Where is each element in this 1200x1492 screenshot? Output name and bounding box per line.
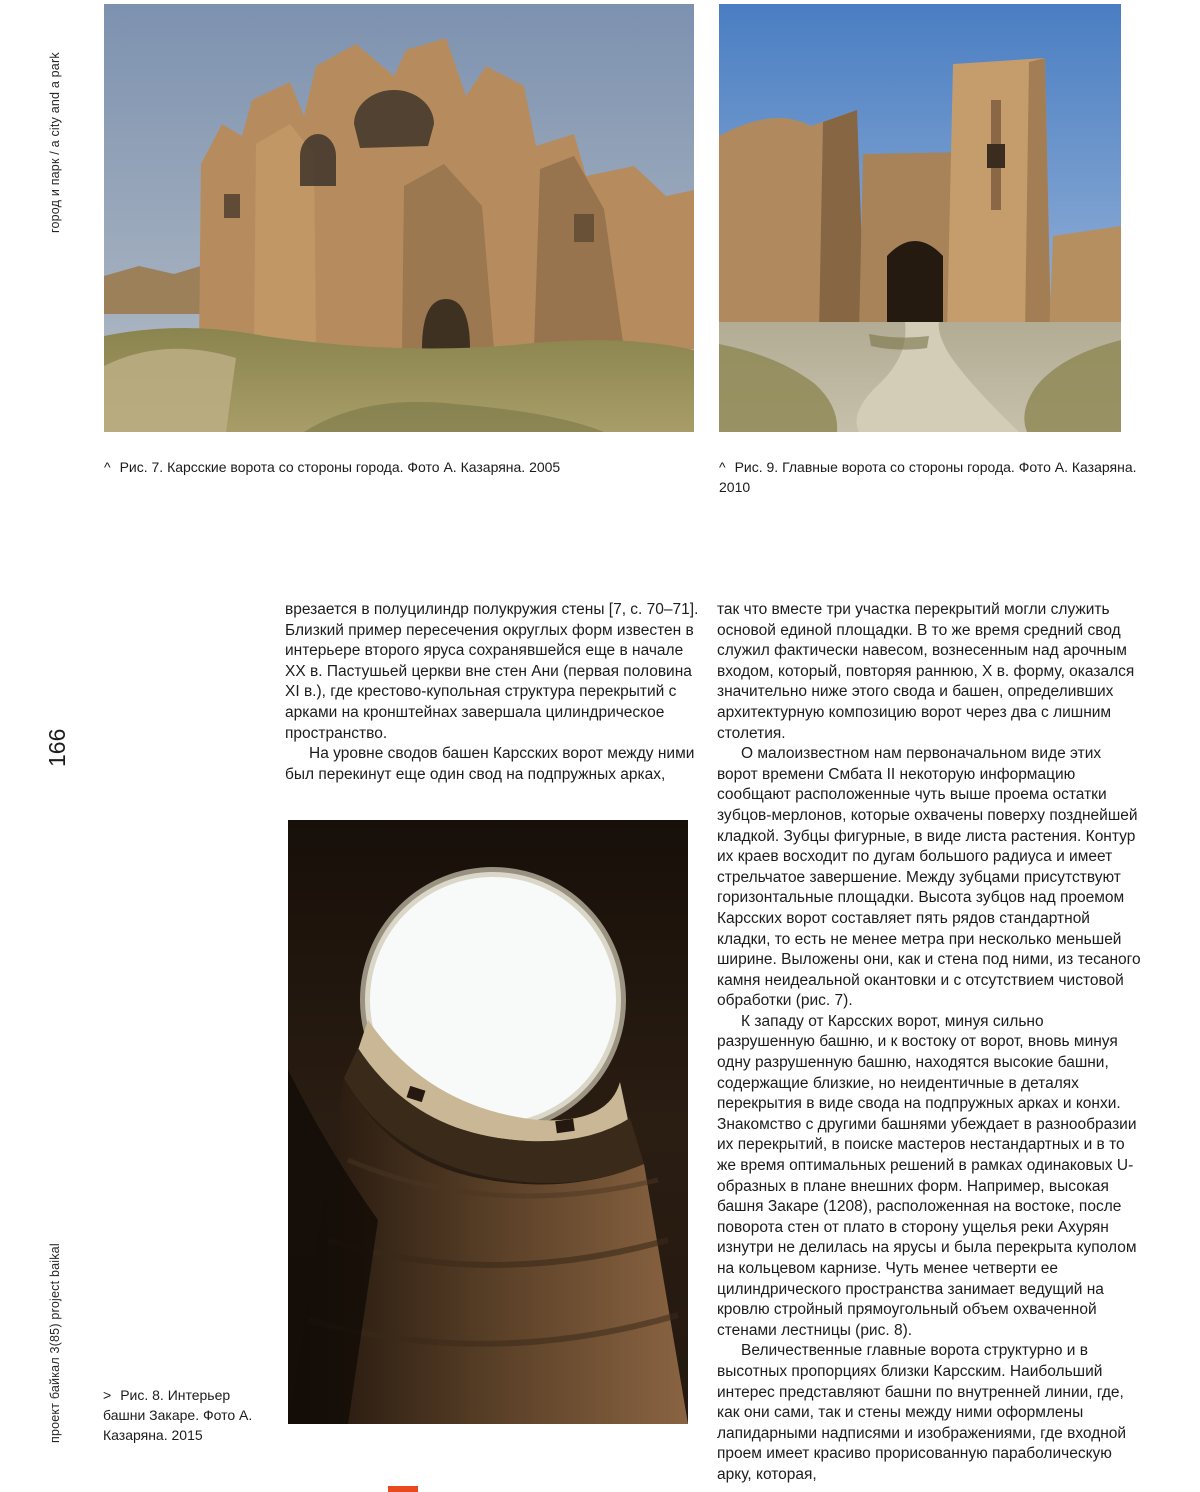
figure-7-caption-text: Рис. 7. Карсские ворота со стороны города. Фото А. Казаряна. 2005 [119, 459, 561, 475]
paragraph: О малоизвестном нам первоначальном виде этих ворот времени Смбата II некоторую информацию сообщают расположенные чуть выше проема остатки зубцов-мерлонов, которые охвачены поверху позднейшей кладкой. Зубцы фигурные, в виде листа растения. Контур их краев восходит по дугам большого радиуса и имеет стрельчатое завершение. Между зубцами присутствуют горизонтальные площадки. Высота зубцов над проемом Карсских ворот составляет пять рядов стандартной кладки, то есть не менее метра при несколько меньшей ширине. Выложены они, как и стена под ними, из тесаного камня неидеальной окантовки и с отсутствием чистовой обработки (рис. 7). [717, 745, 1141, 1010]
margin-journal-label: проект байкал 3(85) project baikal [48, 1243, 62, 1443]
article-column-right [717, 600, 1144, 1486]
tower-interior-illustration [288, 820, 688, 1424]
figure-9-caption [719, 457, 1139, 497]
figure-8-caption [103, 1385, 271, 1445]
page-number: 166 [44, 728, 70, 767]
gate-illustration [719, 4, 1121, 432]
caption-marker-up: ^ [104, 459, 111, 475]
footer-accent-mark [388, 1486, 418, 1492]
paragraph: Величественные главные ворота структурно и в высотных пропорциях близки Карсским. Наибольший интерес представляют башни по внутренней линии, где, как они сами, так и стены между ними оформлены лапидарными надписями и изображениями, где входной проем имеет красиво прорисованную параболическую арку, которая, [717, 1342, 1127, 1483]
figure-8-photo [288, 820, 688, 1424]
figure-7-photo [104, 4, 694, 432]
figure-9-photo [719, 4, 1121, 432]
paragraph: врезается в полуцилиндр полукружия стены [7, с. 70–71]. Близкий пример пересечения округлых форм известен в интерьере второго яруса сохранявшейся еще в начале XX в. Пастушьей церкви вне стен Ани (первая половина XI в.), где крестово-купольная структура перекрытий с арками на кронштейнах завершала цилиндрическое пространство. [285, 601, 699, 742]
figure-7-caption [104, 457, 684, 477]
figure-8-caption-text: Рис. 8. Интерьер башни Закаре. Фото А. Казаряна. 2015 [103, 1387, 253, 1443]
caption-marker-right: > [103, 1387, 112, 1403]
margin-section-label: город и парк / a city and a park [48, 52, 62, 233]
paragraph: На уровне сводов башен Карсских ворот между ними был перекинут еще один свод на подпружных арках, [285, 745, 695, 783]
article-column-left [285, 600, 699, 785]
paragraph: К западу от Карсских ворот, минуя сильно разрушенную башню, и к востоку от ворот, вновь минуя одну разрушенную башню, находятся высокие башни, содержащие близкие, но неидентичные в деталях перекрытия в виде свода на подпружных арках и конхи. Знакомство с другими башнями убеждает в разнообразии их перекрытий, в поиске мастеров нестандартных и в то же время оптимальных решений в рамках одинаковых U-образных в плане внешних форм. Например, высокая башня Закаре (1208), расположенная на востоке, после поворота стен от плато в сторону ущелья реки Ахурян изнутри не делилась на ярусы и была перекрыта куполом на кольцевом карнизе. Чуть менее четверти ее цилиндрического пространства занимает ведущий на кровлю стройный прямоугольный объем охваченной стенами лестницы (рис. 8). [717, 1012, 1137, 1339]
paragraph: так что вместе три участка перекрытий могли служить основой единой площадки. В то же время средний свод служил фактически навесом, вознесенным над арочным входом, который, повторяя раннюю, X в. форму, оказался значительно ниже этого свода и башен, определивших архитектурную композицию ворот через два с лишним столетия. [717, 601, 1135, 742]
figure-9-caption-text: Рис. 9. Главные ворота со стороны города. Фото А. Казаряна. 2010 [719, 459, 1137, 495]
caption-marker-up: ^ [719, 459, 726, 475]
ruins-illustration [104, 4, 694, 432]
